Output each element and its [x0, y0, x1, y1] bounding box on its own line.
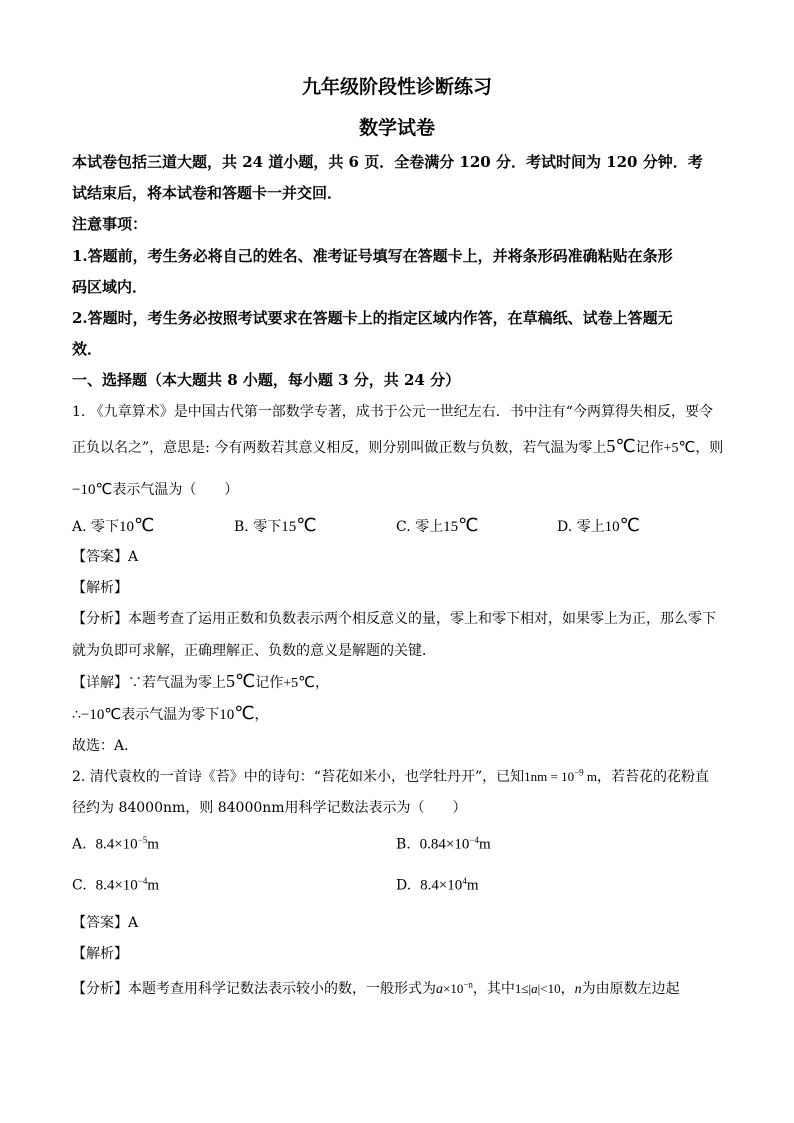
q1-option-a	[72, 515, 154, 536]
q1-therefore-minus-10: −10	[80, 707, 105, 723]
option-text: 零下	[253, 519, 282, 535]
q2-option-a	[72, 835, 159, 854]
meter-unit: m	[147, 877, 160, 894]
q1-therefore-text: 表示气温为零下	[121, 707, 220, 723]
q1-line-3	[72, 479, 238, 499]
q2-fenxi-text-d: 为由原数左边起	[581, 981, 680, 997]
q1-option-b	[234, 515, 316, 536]
meter-unit: m	[478, 836, 491, 853]
q2-option-d	[396, 876, 478, 895]
page-subtitle: 数学试卷	[358, 117, 435, 139]
inequality-left: 1≤|	[514, 981, 532, 996]
celsius-unit: ℃	[298, 673, 315, 691]
celsius-unit: ℃	[95, 480, 113, 498]
celsius-unit: ℃	[619, 515, 640, 536]
intro-line-1: 本试卷包括三道大题，共 24 道小题，共 6 页．全卷满分 120 分．考试时间为 120 分钟．考	[72, 153, 703, 171]
note-1-line-2: 码区域内．	[72, 278, 148, 296]
q1-option-c	[396, 515, 478, 536]
q1-detail-temp-plus-5: +5	[283, 676, 299, 691]
intro-line-2: 试结束后，将本试卷和答题卡一并交回．	[72, 184, 343, 202]
q1-therefore-line	[72, 703, 268, 724]
celsius-unit: ℃	[234, 703, 255, 724]
q1-temp-minus-10: −10	[72, 482, 96, 498]
q1-detail-text-a: 【详解】∵若气温为零上	[72, 675, 226, 691]
q1-detail-line	[72, 671, 329, 692]
meter-unit: m	[147, 836, 159, 853]
option-text: 零下	[91, 519, 120, 535]
option-base: 8.4×10	[95, 877, 138, 894]
q1-choose: 故选：A．	[72, 738, 139, 754]
notice-label: 注意事项：	[72, 215, 148, 233]
option-letter: B.	[396, 836, 411, 853]
inequality-right: |<10	[537, 981, 561, 996]
q1-fenxi-line-2: 就为负即可求解，正确理解正、负数的意义是解题的关键．	[72, 643, 436, 659]
option-base: 8.4×10	[95, 836, 138, 853]
option-number: 10	[119, 519, 135, 535]
q2-analysis-label: 【解析】	[72, 946, 128, 962]
page-title: 九年级阶段性诊断练习	[301, 76, 492, 98]
q1-analysis-label: 【解析】	[72, 580, 128, 596]
q2-fenxi-text-b: ，其中	[472, 981, 515, 997]
option-number: 15	[281, 519, 297, 535]
celsius-unit: ℃	[104, 705, 122, 723]
q1-detail-temp-5: 5	[226, 671, 235, 691]
option-letter: C.	[396, 519, 411, 535]
celsius-unit: ℃	[458, 515, 479, 536]
celsius-unit: ℃	[296, 515, 317, 536]
q1-line-2-text-b: 记作	[635, 440, 664, 456]
q2-exponent: −9	[574, 767, 584, 778]
q1-fenxi-line-1: 【分析】本题考查了运用正数和负数表示两个相反意义的量，零上和零下相对，如果零上为正，那么零下	[72, 611, 716, 627]
option-letter: D.	[557, 519, 573, 535]
q1-line-2	[72, 436, 723, 457]
celsius-unit: ℃	[235, 671, 256, 692]
variable-n: n	[574, 982, 582, 997]
celsius-unit: ℃	[134, 515, 155, 536]
q1-option-d	[557, 515, 640, 536]
exponent-minus-n: −n	[463, 979, 473, 990]
q1-therefore-10: 10	[219, 707, 235, 723]
note-2-line-1: 2.答题时，考生务必按照考试要求在答题卡上的指定区域内作答，在草稿纸、试卷上答题无	[72, 309, 673, 327]
section-heading: 一、选择题（本大题共 8 小题，每小题 3 分，共 24 分）	[72, 371, 461, 389]
option-text: 零上	[576, 519, 605, 535]
meter-unit: m	[466, 877, 479, 894]
q1-temp-plus-5: +5	[663, 441, 679, 456]
option-number: 15	[443, 519, 459, 535]
q1-line-2-text-c: ，则	[695, 440, 724, 456]
q2-nm-definition: 1nm = 10	[524, 769, 575, 784]
note-1-line-1: 1.答题前，考生务必将自己的姓名、准考证号填写在答题卡上，并将条形码准确粘贴在条形	[72, 247, 673, 265]
q2-line-1-text-b: ，若苔花的花粉直	[597, 769, 710, 785]
q1-answer: 【答案】A	[72, 549, 139, 565]
q1-detail-text-b: 记作	[255, 675, 284, 691]
option-exponent: −5	[137, 835, 148, 845]
q2-line-1	[72, 766, 709, 786]
option-exponent: 4	[462, 876, 467, 886]
variable-a: a	[531, 981, 538, 996]
option-letter: B.	[234, 519, 249, 535]
q1-therefore-comma: ，	[254, 707, 269, 723]
note-2-line-2: 效．	[72, 340, 103, 358]
option-letter: A.	[72, 836, 87, 853]
option-base: 0.84×10	[419, 836, 470, 853]
q1-detail-text-c: ，	[314, 675, 329, 691]
q2-fenxi-line	[72, 978, 680, 998]
ten-power: ×10	[443, 981, 464, 996]
option-exponent: −4	[469, 835, 479, 845]
celsius-unit: ℃	[615, 436, 636, 457]
q2-option-c	[72, 876, 159, 895]
option-exponent: −4	[137, 876, 148, 886]
option-letter: A.	[72, 519, 87, 535]
q2-line-2: 径约为 84000nm，则 84000nm用科学记数法表示为（ ）	[72, 800, 467, 816]
option-letter: D.	[396, 877, 412, 894]
option-number: 10	[604, 519, 620, 535]
q2-answer: 【答案】A	[72, 915, 139, 931]
celsius-unit: ℃	[678, 438, 696, 456]
variable-a: a	[436, 982, 443, 997]
q1-line-3-text: 表示气温为（ ）	[112, 482, 239, 498]
q1-temp-5: 5	[606, 436, 616, 456]
q2-fenxi-text-a: 【分析】本题考查用科学记数法表示较小的数，一般形式为	[72, 981, 436, 997]
option-text: 零上	[415, 519, 444, 535]
q2-line-1-text-a: 2. 清代袁枚的一首诗《苔》中的诗句：“苔花如米小，也学牡丹开”，已知	[72, 769, 525, 785]
q1-line-1: 1. 《九章算术》是中国古代第一部数学专著，成书于公元一世纪左右．书中注有“今两算得失相反，要令	[72, 404, 713, 420]
option-base: 8.4×10	[420, 877, 463, 894]
q2-option-b	[396, 835, 491, 854]
option-letter: C.	[72, 877, 87, 894]
q1-line-2-text-a: 正负以名之”，意思是: 今有两数若其意义相反，则分别叫做正数与负数，若气温为零上	[72, 440, 607, 456]
therefore-symbol: ∴	[72, 707, 81, 723]
q2-fenxi-text-c: ，	[560, 981, 575, 997]
meter-unit: m	[583, 769, 598, 784]
